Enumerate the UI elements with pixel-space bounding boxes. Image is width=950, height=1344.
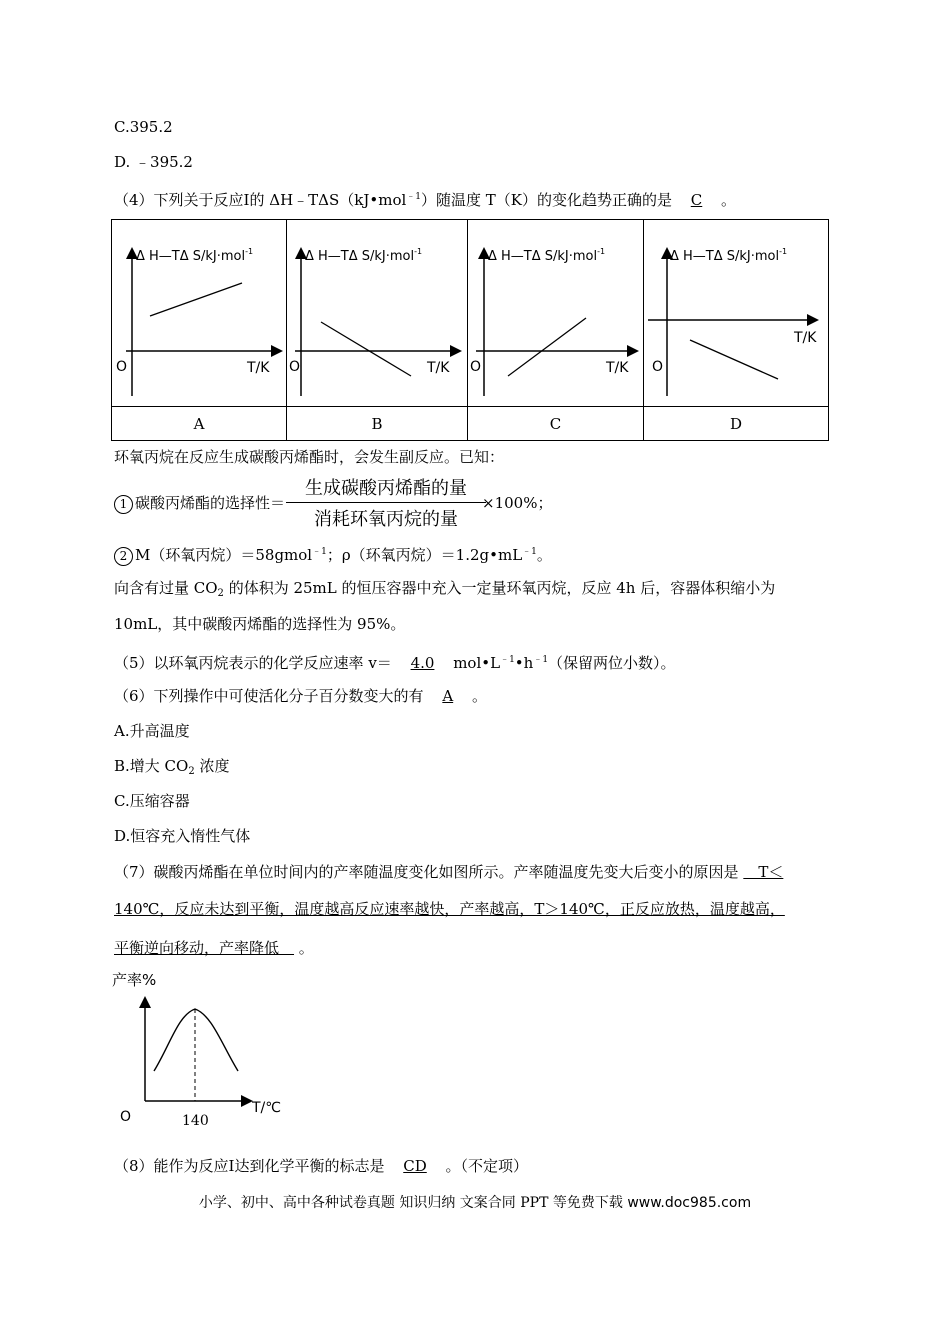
svg-text:Δ H—TΔ S/kJ·mol-1: Δ H—TΔ S/kJ·mol$^{-1}$ <box>305 247 423 264</box>
yield-curve <box>154 1009 238 1071</box>
yield-chart-ylabel: 产率% <box>112 971 157 989</box>
svg-text:Δ H—TΔ S/kJ·mol-1: Δ H—TΔ S/kJ·mol$^{-1}$ <box>488 247 606 264</box>
q6-option-b: B.增大 $CO_2$ 浓度 <box>114 757 230 777</box>
graph-options-table <box>111 219 829 441</box>
question-6: （6）下列操作中可使活化分子百分数变大的有 A 。 <box>114 687 487 705</box>
answer-7-part-1: T＜ <box>743 863 784 881</box>
svg-text:T/K: T/K <box>247 360 270 376</box>
option-c: C.395.2 <box>114 118 173 136</box>
fraction-numerator: 生成碳酸丙烯酯的量 <box>305 478 467 499</box>
question-7: （7）碳酸丙烯酯在单位时间内的产率随温度变化如图所示。产率随温度先变大后变小的原因是 T＜ <box>114 863 784 881</box>
graph-c <box>468 220 644 407</box>
known-2: 2 M（环氧丙烷）＝58gmol$^{﹣1}$；ρ（环氧丙烷）$=1.2g•mL^{﹣1}$。 <box>114 542 552 566</box>
known-1: 1 碳酸丙烯酯的选择性＝ <box>114 493 285 514</box>
footer: 小学、初中、高中各种试卷真题 知识归纳 文案合同 PPT 等免费下载 www.doc985.com <box>198 1195 752 1211</box>
q6-option-c: C.压缩容器 <box>114 792 190 810</box>
yield-chart-xlabel: T/℃ <box>252 1100 281 1116</box>
question-8: （8）能作为反应Ⅰ达到化学平衡的标志是 CD 。（不定项） <box>114 1157 529 1175</box>
svg-text:T/K: T/K <box>427 360 450 376</box>
question-4: （4）下列关于反应Ⅰ的 ΔH﹣TΔS（kJ•mol$^{﹣1}$）随温度 T（K）的变化趋势正确的是 C 。 <box>114 191 737 209</box>
graph-b <box>287 220 468 407</box>
footer-site-link[interactable]: www.doc985.com <box>627 1195 752 1211</box>
intro-text: 环氧丙烷在反应生成碳酸丙烯酯时，会发生副反应。已知： <box>114 448 505 466</box>
paragraph-line-1: 向含有过量 $CO_2$ 的体积为 25mL 的恒压容器中充入一定量环氧丙烷，反应 4h 后，容器体积缩小为 <box>114 579 776 599</box>
graph-label-d: D <box>644 407 829 441</box>
graph-d <box>644 220 829 407</box>
circle-number-2: 2 <box>114 547 133 566</box>
answer-7-part-3: 平衡逆向移动，产率降低 。 <box>114 939 314 957</box>
answer-5: 4.0 <box>410 654 435 672</box>
yield-chart-origin: O <box>120 1109 132 1125</box>
circle-number-1: 1 <box>114 495 133 514</box>
svg-text:T/K: T/K <box>606 360 629 376</box>
svg-text:O: O <box>652 359 664 375</box>
option-d: D. ﹣395.2 <box>114 153 193 171</box>
answer-8: CD <box>403 1157 427 1175</box>
svg-text:Δ H—TΔ S/kJ·mol-1: Δ H—TΔ S/kJ·mol$^{-1}$ <box>670 247 788 264</box>
graph-label-c: C <box>468 407 644 441</box>
yield-chart-peak-label: 140 <box>182 1113 209 1129</box>
fraction-tail: ×100%； <box>482 494 553 512</box>
answer-4: C <box>690 191 703 209</box>
svg-text:O: O <box>289 359 301 375</box>
yield-chart <box>110 965 330 1135</box>
q6-option-d: D.恒容充入惰性气体 <box>114 827 251 845</box>
selectivity-fraction <box>286 474 486 531</box>
svg-text:T/K: T/K <box>794 330 817 346</box>
fraction-denominator: 消耗环氧丙烷的量 <box>314 509 458 530</box>
paragraph-line-2: 10mL，其中碳酸丙烯酯的选择性为 95%。 <box>114 615 406 633</box>
answer-6: A <box>442 687 454 705</box>
q6-option-a: A.升高温度 <box>114 722 190 740</box>
question-5: （5）以环氧丙烷表示的化学反应速率 v＝ 4.0 $mol•L^{﹣1}•h^{﹣1}$（保留两位小数）。 <box>114 654 676 672</box>
svg-text:O: O <box>116 359 128 375</box>
svg-text:Δ H—TΔ S/kJ·mol-1: Δ H—TΔ S/kJ·mol$^{-1}$ <box>136 247 254 264</box>
svg-text:O: O <box>470 359 482 375</box>
graph-label-a: A <box>112 407 287 441</box>
graph-a <box>112 220 287 407</box>
graph-label-b: B <box>287 407 468 441</box>
answer-7-part-2: 140℃，反应未达到平衡，温度越高反应速率越快，产率越高，T＞140℃，正反应放热，温度越高， <box>114 900 785 918</box>
